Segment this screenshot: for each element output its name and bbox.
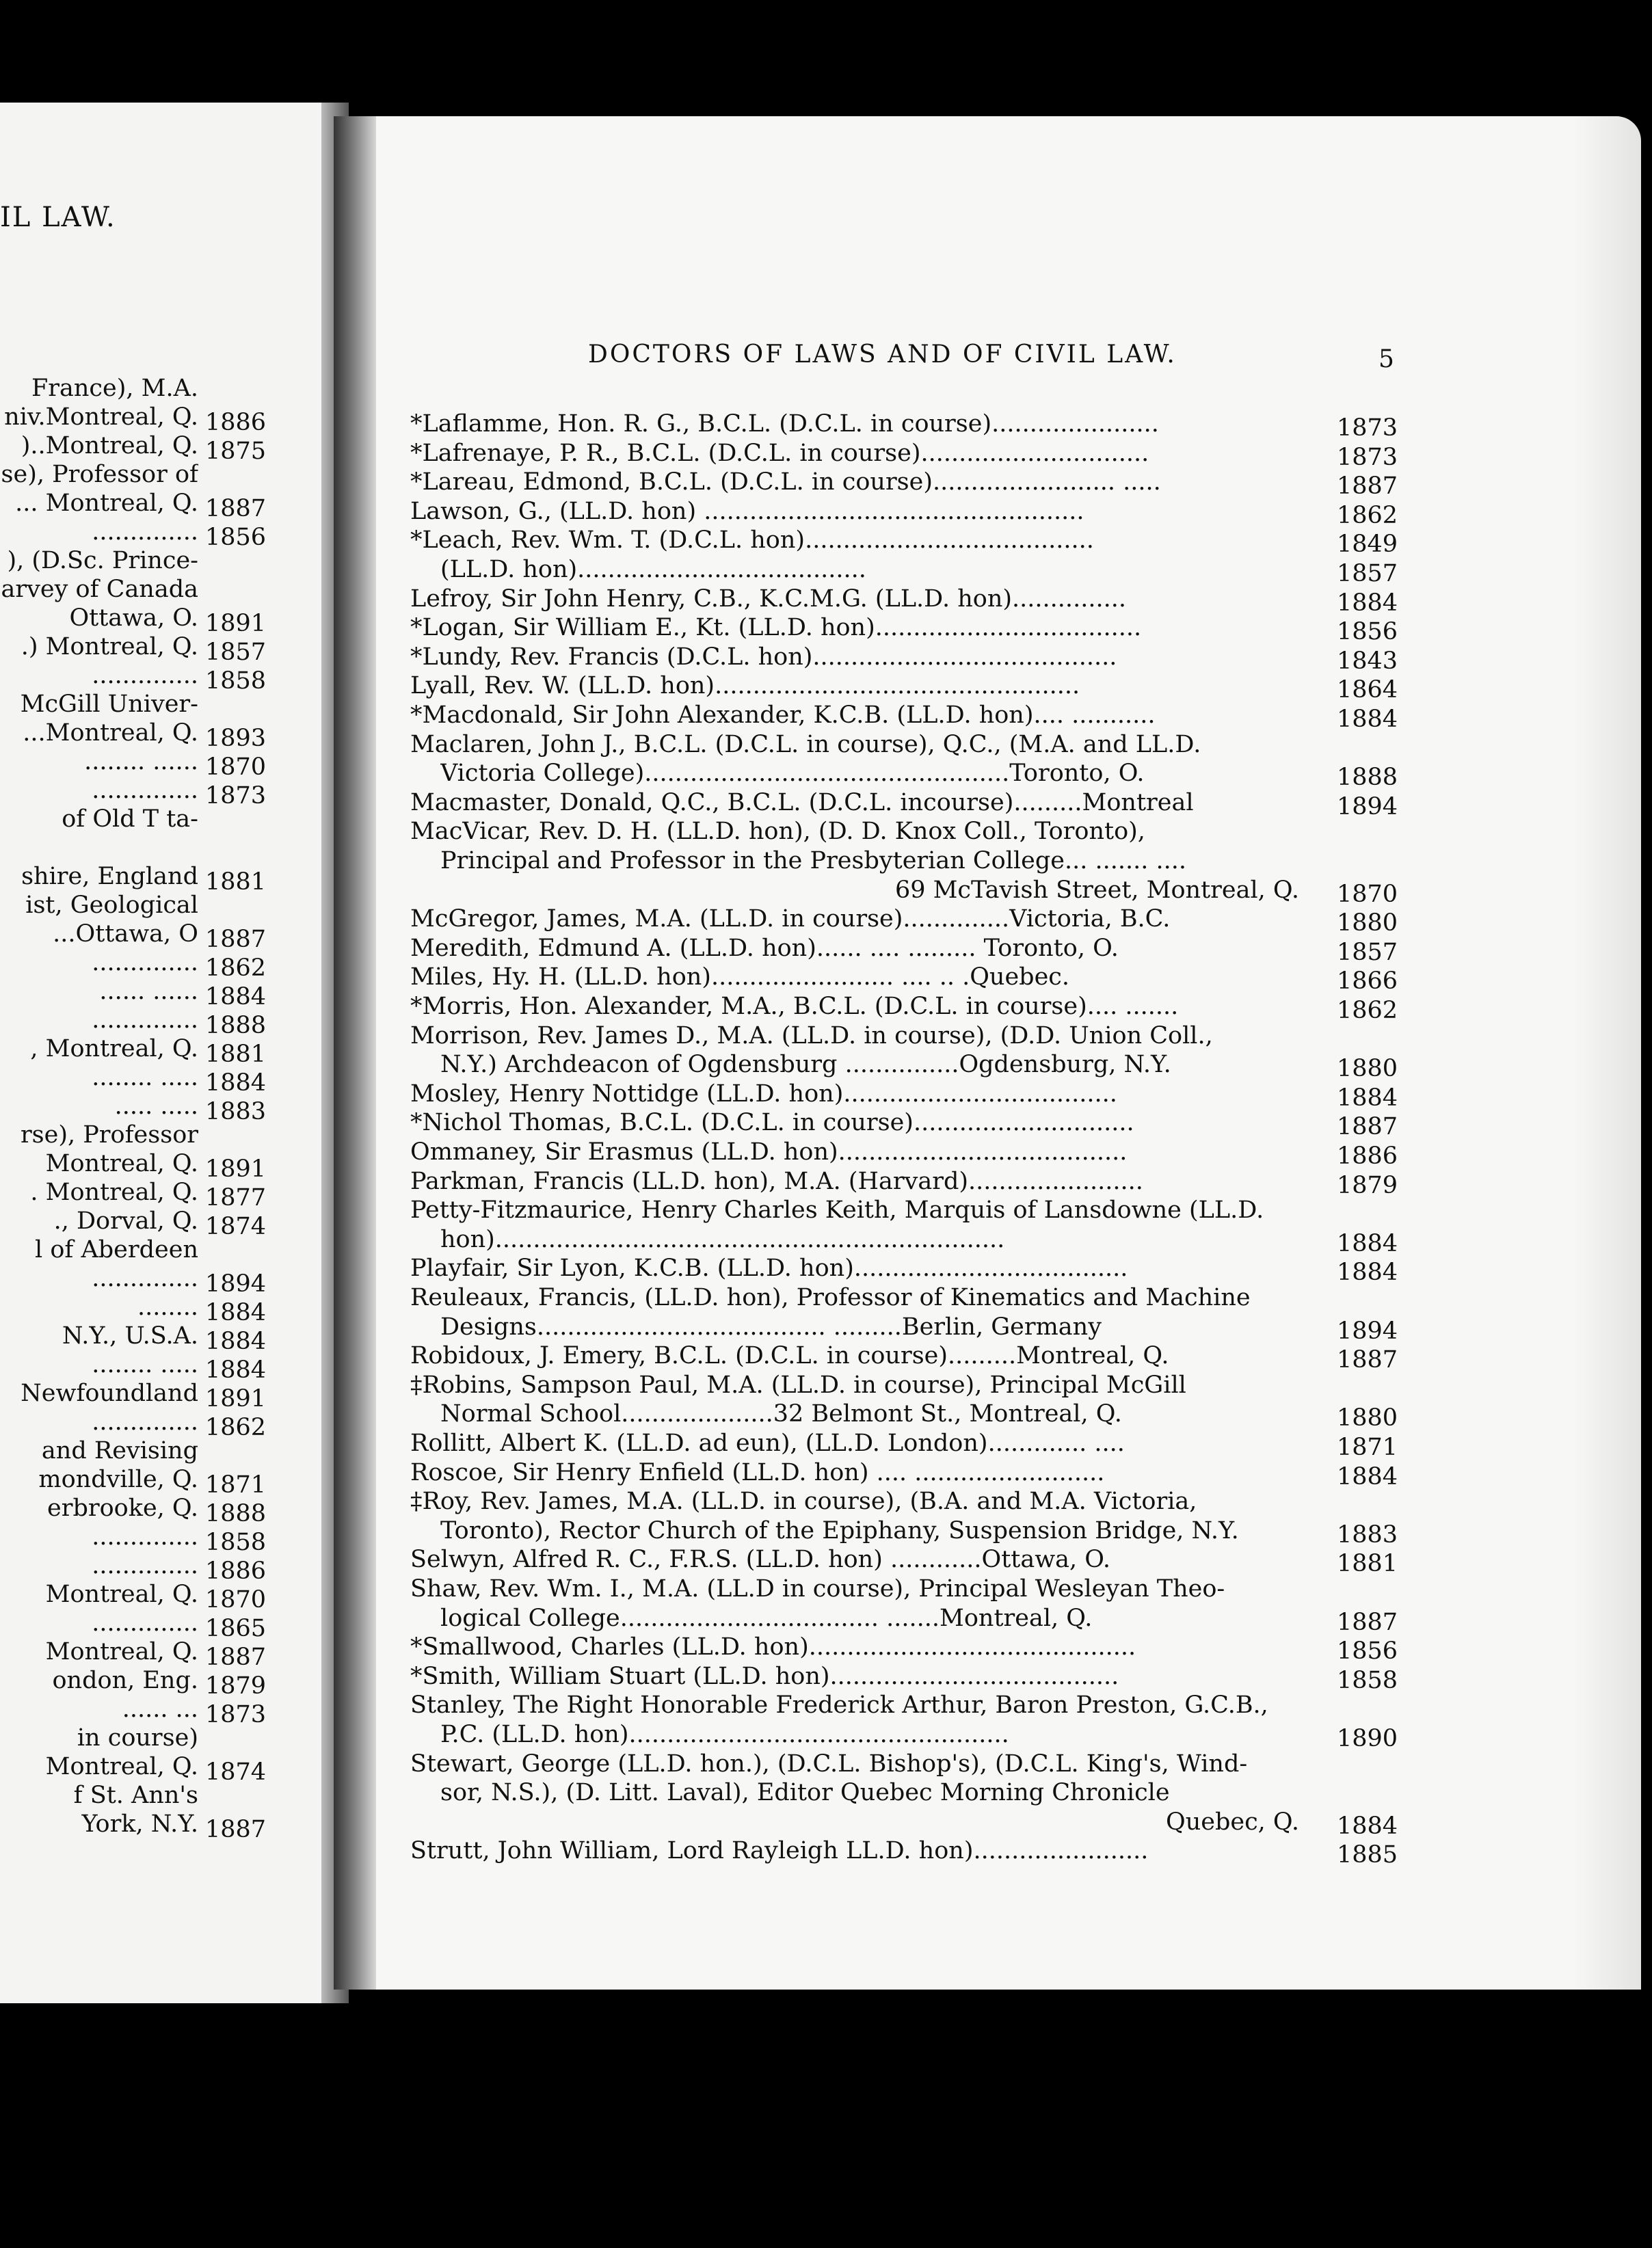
entry-line: *Smith, William Stuart (LL.D. hon)......................................	[410, 1662, 1119, 1690]
entry-year: 1873	[1337, 414, 1398, 442]
left-page-line: erbrooke, Q.	[47, 1495, 198, 1522]
left-page-year: 1879	[205, 1672, 267, 1700]
entry-line: Selwyn, Alfred R. C., F.R.S. (LL.D. hon) ............Ottawa, O.	[410, 1546, 1111, 1574]
left-page-line: ........	[137, 1294, 198, 1321]
left-page-line: )..Montreal, Q.	[21, 432, 198, 459]
left-page-year: 1884	[205, 1328, 267, 1355]
left-page-line: .) Montreal, Q.	[21, 633, 198, 660]
left-page-line: ........ ......	[84, 748, 198, 775]
entry-year: 1887	[1337, 472, 1398, 500]
left-page-line: ..............	[92, 1609, 198, 1637]
left-page-year: 1874	[205, 1758, 267, 1786]
left-page-line: ..... .....	[114, 1093, 198, 1120]
entry-year: 1879	[1337, 1171, 1398, 1199]
left-page-line: ... Montreal, Q.	[15, 490, 198, 517]
left-page-line: ..............	[92, 518, 198, 546]
left-page-line: ..............	[92, 1523, 198, 1551]
left-page-year: 1891	[205, 1155, 267, 1183]
entry-continuation-line: logical College.................................. .......Montreal, Q.	[440, 1604, 1093, 1632]
left-page-line: arvey of Canada	[1, 576, 198, 603]
entry-line: *Leach, Rev. Wm. T. (D.C.L. hon)......................................	[410, 526, 1094, 554]
left-page-line: ...Montreal, Q.	[23, 719, 198, 747]
entry-line: Strutt, John William, Lord Rayleigh LL.D. hon).......................	[410, 1837, 1149, 1865]
left-page-year: 1873	[205, 1701, 267, 1728]
left-page-year: 1858	[205, 1529, 267, 1556]
left-page-year: 1870	[205, 1586, 267, 1614]
left-page-line: Ottawa, O.	[69, 604, 198, 632]
left-page-year: 1886	[205, 409, 267, 436]
left-page-year: 1884	[205, 1299, 267, 1326]
entry-line: MacVicar, Rev. D. H. (LL.D. hon), (D. D. Knox Coll., Toronto),	[410, 818, 1145, 846]
entry-continuation-line: P.C. (LL.D. hon)..................................................	[440, 1721, 1009, 1748]
entry-line: *Macdonald, Sir John Alexander, K.C.B. (LL.D. hon).... ...........	[410, 701, 1156, 729]
left-page-line: shire, England	[21, 863, 198, 890]
left-page-line: McGill Univer-	[20, 691, 198, 718]
left-page-line: ..............	[92, 1552, 198, 1579]
left-page-year: 1884	[205, 1069, 267, 1097]
entry-year: 1849	[1337, 531, 1398, 559]
left-page-line: niv.Montreal, Q.	[4, 403, 198, 431]
left-page-line: ., Dorval, Q.	[53, 1207, 198, 1235]
entry-year: 1883	[1337, 1521, 1398, 1549]
left-page-year: 1881	[205, 868, 267, 896]
entry-line: Reuleaux, Francis, (LL.D. hon), Professor of Kinematics and Machine	[410, 1284, 1251, 1311]
left-page-year: 1887	[205, 926, 267, 953]
entry-line: Shaw, Rev. Wm. I., M.A. (LL.D in course), Principal Wesleyan Theo-	[410, 1575, 1225, 1603]
left-page-year: 1883	[205, 1098, 267, 1125]
entry-year: 1856	[1337, 1637, 1398, 1665]
left-page-year: 1857	[205, 639, 267, 666]
entry-year: 1880	[1337, 1055, 1398, 1083]
entry-year: 1856	[1337, 618, 1398, 646]
entry-line: Morrison, Rev. James D., M.A. (LL.D. in course), (D.D. Union Coll.,	[410, 1021, 1213, 1049]
entry-line: Robidoux, J. Emery, B.C.L. (D.C.L. in course).........Montreal, Q.	[410, 1342, 1169, 1370]
entry-line: Lawson, G., (LL.D. hon) ..................................................	[410, 497, 1084, 525]
left-page-line: f St. Ann's	[73, 1782, 198, 1809]
entry-year: 1866	[1337, 967, 1398, 995]
entry-continuation-line: Principal and Professor in the Presbyterian College... ....... ....	[440, 847, 1186, 874]
left-page-line: ........ .....	[92, 1064, 198, 1091]
left-page-year: 1884	[205, 983, 267, 1011]
entry-year: 1843	[1337, 647, 1398, 675]
entry-year: 1870	[1337, 880, 1398, 908]
entry-continuation-line: N.Y.) Archdeacon of Ogdensburg ...............Ogdensburg, N.Y.	[440, 1051, 1171, 1079]
entry-year: 1894	[1337, 1317, 1398, 1345]
entry-year: 1862	[1337, 501, 1398, 529]
entry-continuation-line: hon)...................................................................	[440, 1225, 1005, 1253]
entry-line: Lefroy, Sir John Henry, C.B., K.C.M.G. (LL.D. hon)...............	[410, 585, 1126, 613]
left-page-line: ..............	[92, 662, 198, 689]
entry-line: Lyall, Rev. W. (LL.D. hon)................................................	[410, 672, 1080, 700]
right-page-edge-shade	[1573, 116, 1641, 1990]
left-page-year: 1865	[205, 1615, 267, 1642]
left-page-line: rse), Professor	[20, 1121, 198, 1149]
entry-year: 1890	[1337, 1725, 1398, 1752]
entry-year: 1888	[1337, 764, 1398, 792]
entry-year: 1862	[1337, 997, 1398, 1024]
entry-continuation-line: Designs...................................... .........Berlin, Germany	[440, 1313, 1102, 1341]
entry-year: 1880	[1337, 909, 1398, 937]
left-page-line: . Montreal, Q.	[30, 1179, 198, 1206]
entry-year: 1886	[1337, 1142, 1398, 1170]
page-number: 5	[1378, 345, 1394, 373]
right-page-gutter-shadow	[334, 116, 376, 1990]
left-page-year: 1862	[205, 954, 267, 982]
left-page-year: 1887	[205, 1816, 267, 1843]
left-page-year: 1877	[205, 1184, 267, 1212]
entry-line: McGregor, James, M.A. (LL.D. in course)..............Victoria, B.C.	[410, 905, 1171, 933]
entry-line: *Lareau, Edmond, B.C.L. (D.C.L. in course)........................ .....	[410, 468, 1161, 496]
left-page-line: in course)	[77, 1724, 198, 1752]
entry-year: 1887	[1337, 1346, 1398, 1374]
entry-year: 1884	[1337, 1084, 1398, 1112]
entry-line: Petty-Fitzmaurice, Henry Charles Keith, Marquis of Lansdowne (LL.D.	[410, 1196, 1264, 1225]
entry-continuation-line: Victoria College)................................................Toronto, O.	[440, 760, 1145, 788]
left-page-line: of Old T ta-	[62, 805, 198, 833]
left-page-line: N.Y., U.S.A.	[62, 1322, 198, 1350]
left-page-line: France), M.A.	[31, 375, 198, 402]
entry-line: *Logan, Sir William E., Kt. (LL.D. hon)...................................	[410, 614, 1142, 642]
left-page-year: 1888	[205, 1500, 267, 1527]
entry-continuation-line: Quebec, Q.	[1166, 1808, 1299, 1836]
left-page-line: York, N.Y.	[81, 1810, 198, 1838]
left-page-line: Montreal, Q.	[45, 1581, 198, 1608]
entry-year: 1880	[1337, 1404, 1398, 1432]
left-page-line: Montreal, Q.	[45, 1150, 198, 1177]
left-page-year: 1891	[205, 610, 267, 637]
entry-year: 1881	[1337, 1550, 1398, 1578]
left-page-line: ..............	[92, 1265, 198, 1292]
left-page-line: , Montreal, Q.	[30, 1035, 198, 1062]
entry-continuation-line: sor, N.S.), (D. Litt. Laval), Editor Quebec Morning Chronicle	[440, 1779, 1170, 1807]
entry-line: Miles, Hy. H. (LL.D. hon)........................ .... .. .Quebec.	[410, 963, 1070, 991]
left-page-year: 1886	[205, 1557, 267, 1585]
left-page-line: ...... ......	[99, 978, 198, 1005]
entry-continuation-line: Toronto), Rector Church of the Epiphany, Suspension Bridge, N.Y.	[440, 1516, 1239, 1544]
left-page-year: 1891	[205, 1385, 267, 1413]
left-page-line: l of Aberdeen	[35, 1236, 198, 1263]
entry-year: 1894	[1337, 792, 1398, 820]
entry-year: 1887	[1337, 1608, 1398, 1636]
entry-year: 1885	[1337, 1841, 1398, 1869]
entry-year: 1884	[1337, 1462, 1398, 1490]
left-page-year: 1893	[205, 725, 267, 752]
entry-line: *Morris, Hon. Alexander, M.A., B.C.L. (D.C.L. in course).... .......	[410, 993, 1179, 1020]
left-page-year: 1884	[205, 1356, 267, 1384]
entry-year: 1884	[1337, 589, 1398, 617]
left-page-year: 1862	[205, 1414, 267, 1441]
entry-line: Rollitt, Albert K. (LL.D. ad eun), (LL.D. London)............. ....	[410, 1430, 1125, 1457]
left-running-title: IL LAW.	[0, 202, 116, 233]
left-page-year: 1881	[205, 1041, 267, 1068]
entry-line: *Lundy, Rev. Francis (D.C.L. hon)........................................	[410, 643, 1117, 671]
entry-line: *Nichol Thomas, B.C.L. (D.C.L. in course).............................	[410, 1109, 1134, 1137]
left-page-line: ..............	[92, 949, 198, 976]
entry-continuation-line: Normal School....................32 Belmont St., Montreal, Q.	[440, 1400, 1122, 1428]
left-page-line: ...Ottawa, O	[53, 920, 198, 948]
entry-year: 1884	[1337, 1259, 1398, 1287]
left-page-year: 1858	[205, 667, 267, 695]
entry-year: 1864	[1337, 676, 1398, 704]
left-page-line: ), (D.Sc. Prince-	[7, 547, 198, 574]
entry-line: (LL.D. hon)......................................	[440, 556, 866, 583]
entry-year: 1873	[1337, 443, 1398, 471]
left-page-line: Newfoundland	[21, 1380, 198, 1407]
left-page-year: 1870	[205, 753, 267, 781]
entry-line: Macmaster, Donald, Q.C., B.C.L. (D.C.L. incourse).........Montreal	[410, 788, 1194, 816]
left-page-line: mondville, Q.	[38, 1466, 198, 1493]
running-header: DOCTORS OF LAWS AND OF CIVIL LAW.	[588, 340, 1177, 369]
left-page-year: 1871	[205, 1471, 267, 1499]
left-page-line: Montreal, Q.	[45, 1638, 198, 1665]
left-page-line: ondon, Eng.	[52, 1667, 198, 1694]
entry-line: Parkman, Francis (LL.D. hon), M.A. (Harvard).......................	[410, 1167, 1143, 1195]
entry-line: Stewart, George (LL.D. hon.), (D.C.L. Bishop's), (D.C.L. King's, Wind-	[410, 1750, 1248, 1778]
entry-year: 1884	[1337, 706, 1398, 733]
entry-year: 1884	[1337, 1229, 1398, 1257]
entry-line: Maclaren, John J., B.C.L. (D.C.L. in course), Q.C., (M.A. and LL.D.	[410, 730, 1201, 758]
entry-year: 1858	[1337, 1666, 1398, 1694]
left-page-year: 1875	[205, 438, 267, 465]
left-page-line: se), Professor of	[1, 461, 198, 488]
left-page-year: 1888	[205, 1012, 267, 1039]
entry-line: *Lafrenaye, P. R., B.C.L. (D.C.L. in course)..............................	[410, 439, 1149, 467]
entry-year: 1871	[1337, 1434, 1398, 1461]
entry-line: Meredith, Edmund A. (LL.D. hon)...... .... ......... Toronto, O.	[410, 934, 1119, 962]
left-page-year: 1874	[205, 1213, 267, 1240]
entry-year: 1884	[1337, 1812, 1398, 1840]
left-page-year: 1887	[205, 1644, 267, 1671]
left-page-line: and Revising	[41, 1437, 198, 1464]
entry-year: 1857	[1337, 560, 1398, 587]
left-page-line: ........ .....	[92, 1351, 198, 1378]
left-page-line: Montreal, Q.	[45, 1753, 198, 1780]
left-page-year: 1856	[205, 524, 267, 551]
entry-line: Ommaney, Sir Erasmus (LL.D. hon)......................................	[410, 1138, 1128, 1166]
left-page-line: ...... ...	[122, 1696, 198, 1723]
entry-line: Roscoe, Sir Henry Enfield (LL.D. hon) .... .........................	[410, 1458, 1105, 1486]
entry-line: Mosley, Henry Nottidge (LL.D. hon)....................................	[410, 1080, 1117, 1108]
left-page-line: ..............	[92, 1006, 198, 1034]
entry-line: ‡Roy, Rev. James, M.A. (LL.D. in course), (B.A. and M.A. Victoria,	[410, 1488, 1197, 1516]
entry-year: 1857	[1337, 938, 1398, 966]
entry-line: Stanley, The Right Honorable Frederick Arthur, Baron Preston, G.C.B.,	[410, 1691, 1268, 1720]
left-page-line: ..............	[92, 777, 198, 804]
entry-line: ‡Robins, Sampson Paul, M.A. (LL.D. in course), Principal McGill	[410, 1371, 1186, 1399]
left-page-year: 1887	[205, 495, 267, 522]
left-page-year: 1873	[205, 782, 267, 809]
entry-line: *Smallwood, Charles (LL.D. hon)...........................................	[410, 1633, 1136, 1661]
entry-line: *Laflamme, Hon. R. G., B.C.L. (D.C.L. in course)......................	[410, 410, 1159, 438]
left-page-line: ist, Geological	[25, 892, 198, 919]
entry-continuation-line: 69 McTavish Street, Montreal, Q.	[894, 876, 1299, 904]
left-page-line: ..............	[92, 1408, 198, 1436]
entry-year: 1887	[1337, 1113, 1398, 1141]
left-page-year: 1894	[205, 1270, 267, 1298]
entry-line: Playfair, Sir Lyon, K.C.B. (LL.D. hon)....................................	[410, 1255, 1128, 1283]
